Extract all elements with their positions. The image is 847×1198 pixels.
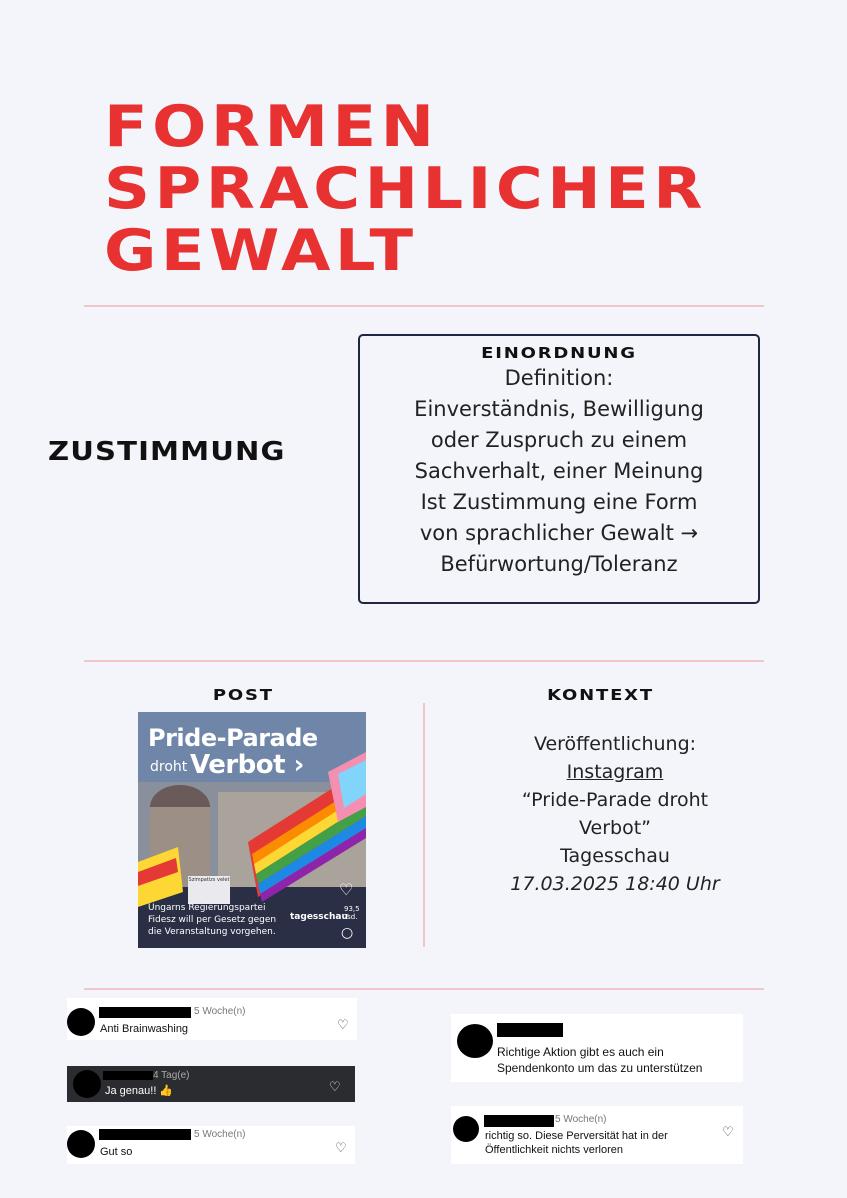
heart-icon[interactable]: ♡	[337, 1017, 349, 1032]
post-image-caption	[148, 902, 276, 938]
definition-line: Ist Zustimmung eine Form	[420, 490, 698, 514]
comment-text	[497, 1044, 702, 1076]
avatar	[67, 1008, 95, 1036]
post-brand: tagesschau	[290, 912, 348, 922]
caption-line: die Veranstaltung vorgehen.	[148, 927, 276, 937]
heart-icon[interactable]: ♡	[722, 1124, 734, 1139]
comment-text-line: richtig so. Diese Perversität hat in der	[485, 1130, 668, 1142]
comment-card	[451, 1014, 743, 1082]
redacted-username	[484, 1115, 554, 1127]
kontext-body	[485, 730, 745, 898]
post-image-sign: Szimpatizs velet	[188, 876, 230, 904]
post-image-title-line2: Verbot ›	[190, 750, 304, 780]
post-heading: POST	[212, 686, 274, 704]
source-name: Tagesschau	[560, 845, 670, 867]
post-title-line2: Verbot”	[578, 817, 651, 839]
search-icon[interactable]: ○	[341, 925, 354, 941]
comment-text: Ja genau!! 👍	[105, 1085, 174, 1097]
comment-text	[485, 1129, 668, 1157]
avatar	[67, 1130, 95, 1158]
definition-line: Sachverhalt, einer Meinung	[414, 459, 704, 483]
redacted-username	[497, 1023, 563, 1037]
comment-time: 4 Tag(e)	[153, 1070, 190, 1081]
redacted-username	[99, 1129, 191, 1140]
post-image	[138, 712, 366, 948]
heart-icon[interactable]: ♡	[329, 1079, 341, 1094]
divider-bottom	[84, 988, 764, 990]
term-label: ZUSTIMMUNG	[48, 437, 286, 467]
avatar	[457, 1024, 493, 1058]
heart-icon[interactable]: ♡	[339, 880, 354, 899]
post-image-title-line1: Pride-Parade	[148, 724, 318, 752]
post-image-title-small: droht	[150, 759, 188, 775]
comment-card	[451, 1106, 743, 1164]
divider-top	[84, 305, 764, 307]
publication-label: Veröffentlichung:	[533, 733, 697, 755]
comment-time: 5 Woche(n)	[194, 1129, 246, 1140]
einordnung-box	[358, 334, 760, 604]
comment-text: Anti Brainwashing	[100, 1023, 189, 1035]
title-line-2: SPRACHLICHER	[104, 156, 707, 222]
platform-link[interactable]: Instagram	[566, 761, 664, 783]
comment-text-line: Richtige Aktion gibt es auch ein	[497, 1045, 664, 1059]
definition-label: Definition:	[504, 366, 614, 390]
comment-text: Gut so	[100, 1146, 133, 1158]
comment-text-line: Spendenkonto um das zu unterstützen	[497, 1061, 703, 1075]
divider-middle	[84, 660, 764, 662]
caption-line: Fidesz will per Gesetz gegen	[148, 915, 277, 925]
comment-time: 5 Woche(n)	[194, 1006, 246, 1017]
definition-line: oder Zuspruch zu einem	[430, 428, 688, 452]
definition-line: Einverständnis, Bewilligung	[414, 397, 704, 421]
title-line-3: GEWALT	[104, 218, 418, 284]
page-title	[104, 96, 707, 282]
column-divider	[423, 703, 425, 947]
comment-card	[67, 998, 357, 1040]
definition-line: von sprachlicher Gewalt →	[419, 521, 699, 545]
post-like-count: 93,5 Tsd.	[344, 905, 360, 921]
einordnung-heading: EINORDNUNG	[481, 344, 637, 362]
post-title-line1: “Pride-Parade droht	[521, 789, 709, 811]
comment-card	[67, 1066, 355, 1102]
comment-time: 5 Woche(n)	[555, 1114, 607, 1125]
caption-line: Ungarns Regierungspartei	[148, 903, 266, 913]
comment-text-line: Öffentlichkeit nichts verloren	[485, 1144, 623, 1156]
redacted-username	[103, 1071, 153, 1080]
heart-icon[interactable]: ♡	[335, 1140, 347, 1155]
redacted-username	[99, 1007, 191, 1018]
publish-datetime: 17.03.2025 18:40 Uhr	[510, 873, 720, 895]
definition-line: Befürwortung/Toleranz	[440, 552, 678, 576]
title-line-1: FORMEN	[104, 94, 439, 160]
kontext-heading: KONTEXT	[547, 686, 654, 704]
avatar	[73, 1070, 101, 1098]
comment-card	[67, 1126, 355, 1164]
avatar	[453, 1116, 479, 1142]
